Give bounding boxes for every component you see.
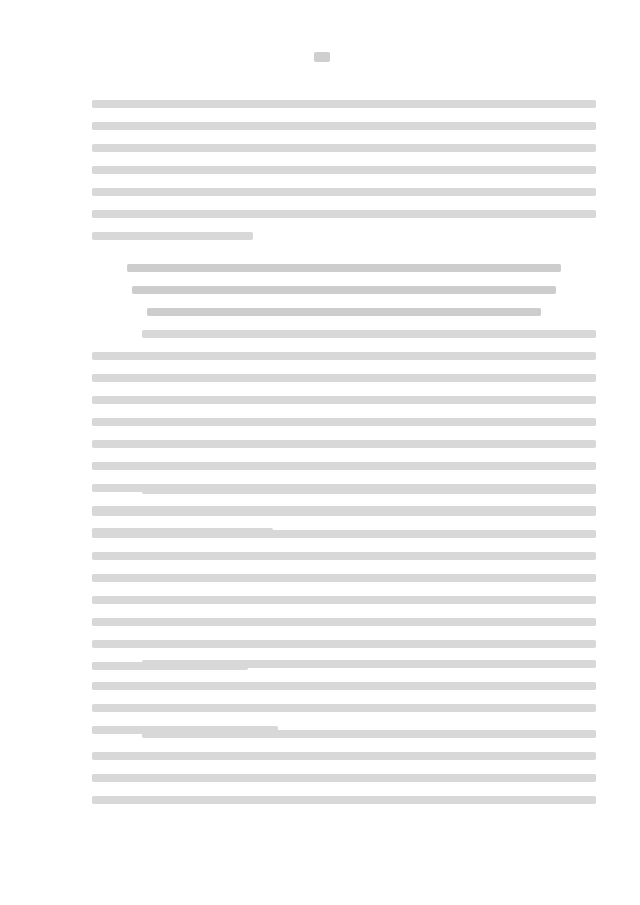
text-line	[92, 796, 596, 804]
text-line	[92, 752, 596, 760]
text-line	[92, 100, 596, 108]
text-line	[92, 122, 596, 130]
heading-line	[132, 286, 555, 294]
text-line	[92, 618, 596, 626]
text-line	[92, 552, 596, 560]
page-number	[314, 52, 330, 62]
heading-line	[147, 308, 540, 316]
text-line	[92, 232, 253, 240]
text-line	[142, 486, 596, 494]
text-line	[92, 682, 596, 690]
section-heading	[92, 264, 596, 330]
paragraph	[92, 100, 596, 254]
paragraph	[92, 730, 596, 818]
text-line	[92, 374, 596, 382]
text-line	[92, 596, 596, 604]
heading-line	[127, 264, 560, 272]
text-line	[142, 330, 596, 338]
text-line	[142, 574, 596, 582]
text-line	[92, 418, 596, 426]
text-line	[142, 730, 596, 738]
text-line	[92, 462, 596, 470]
text-line	[92, 440, 596, 448]
text-line	[92, 352, 596, 360]
text-line	[92, 774, 596, 782]
text-line	[92, 210, 596, 218]
text-line	[92, 396, 596, 404]
text-line	[92, 530, 596, 538]
text-line	[142, 660, 596, 668]
text-line	[92, 188, 596, 196]
text-line	[92, 166, 596, 174]
text-line	[92, 144, 596, 152]
text-line	[92, 640, 596, 648]
text-line	[92, 704, 596, 712]
text-line	[92, 508, 596, 516]
